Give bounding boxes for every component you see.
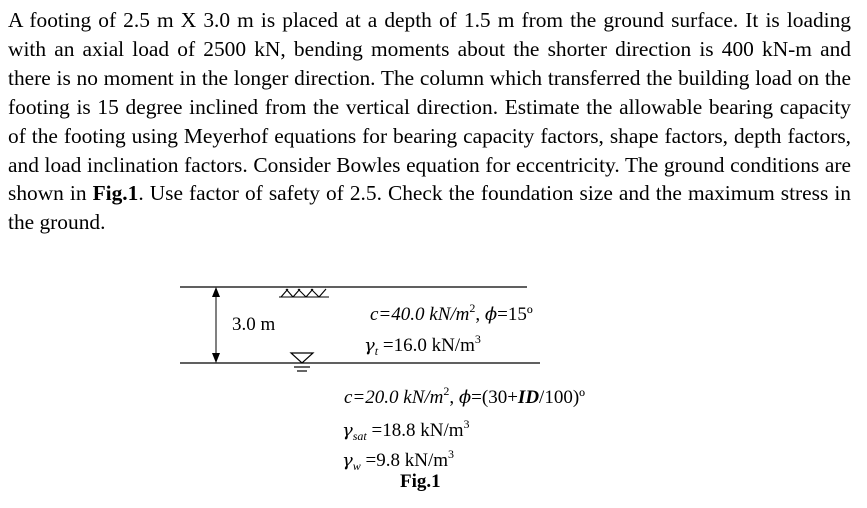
water-table-icon bbox=[291, 353, 313, 371]
problem-text: A footing of 2.5 m X 3.0 m is placed at a depth of 1.5 m from the ground surface. It is loading with an axial load of 2500 kN, bending moments about the shorter direction is 400 kN-m and there is no moment in the longer direction. The column which transferred the building load on the footing is 15 degree inclined from the vertical direction. Estimate the allowable bearing capacity of the footing using Meyerhof equations for bearing capacity factors, shape factors, depth factors, and load inclination factors. Consider Bowles equation for eccentricity. The ground conditions are shown in bbox=[8, 8, 851, 206]
problem-text-end: . Use factor of safety of 2.5. Check the foundation size and the maximum stress in the ground. bbox=[8, 181, 851, 235]
layer1-strength: c=40.0 $kN/m^2$, ϕ=15º bbox=[370, 301, 533, 325]
water-unit-weight: $\gamma_w =9.8$ $kN/m^3$ bbox=[342, 447, 455, 473]
phi-symbol: ϕ bbox=[484, 304, 498, 325]
id-variable: ID bbox=[517, 387, 540, 408]
figure-reference: Fig.1 bbox=[92, 181, 139, 206]
gamma-symbol: γ bbox=[342, 450, 353, 471]
layer2-saturated-weight: $\gamma_{sat} =18.8$ $kN/m^3$ bbox=[342, 417, 470, 443]
phi-symbol: ϕ bbox=[458, 387, 472, 408]
figure-caption: Fig.1 bbox=[400, 471, 441, 492]
depth-label: 3.0 m bbox=[232, 314, 276, 335]
layer1-unit-weight: $\gamma_t =16.0$ $kN/m^3$ bbox=[364, 332, 481, 358]
gamma-symbol: γ bbox=[342, 420, 353, 441]
layer2-strength: c=20.0 $kN/m^2$, ϕ=(30+ID/100)º bbox=[344, 384, 586, 408]
ground-hatch-icon bbox=[279, 289, 329, 297]
dimension-arrow-up-icon bbox=[212, 287, 220, 297]
gamma-symbol: γ bbox=[364, 335, 375, 356]
dimension-arrow-down-icon bbox=[212, 353, 220, 363]
